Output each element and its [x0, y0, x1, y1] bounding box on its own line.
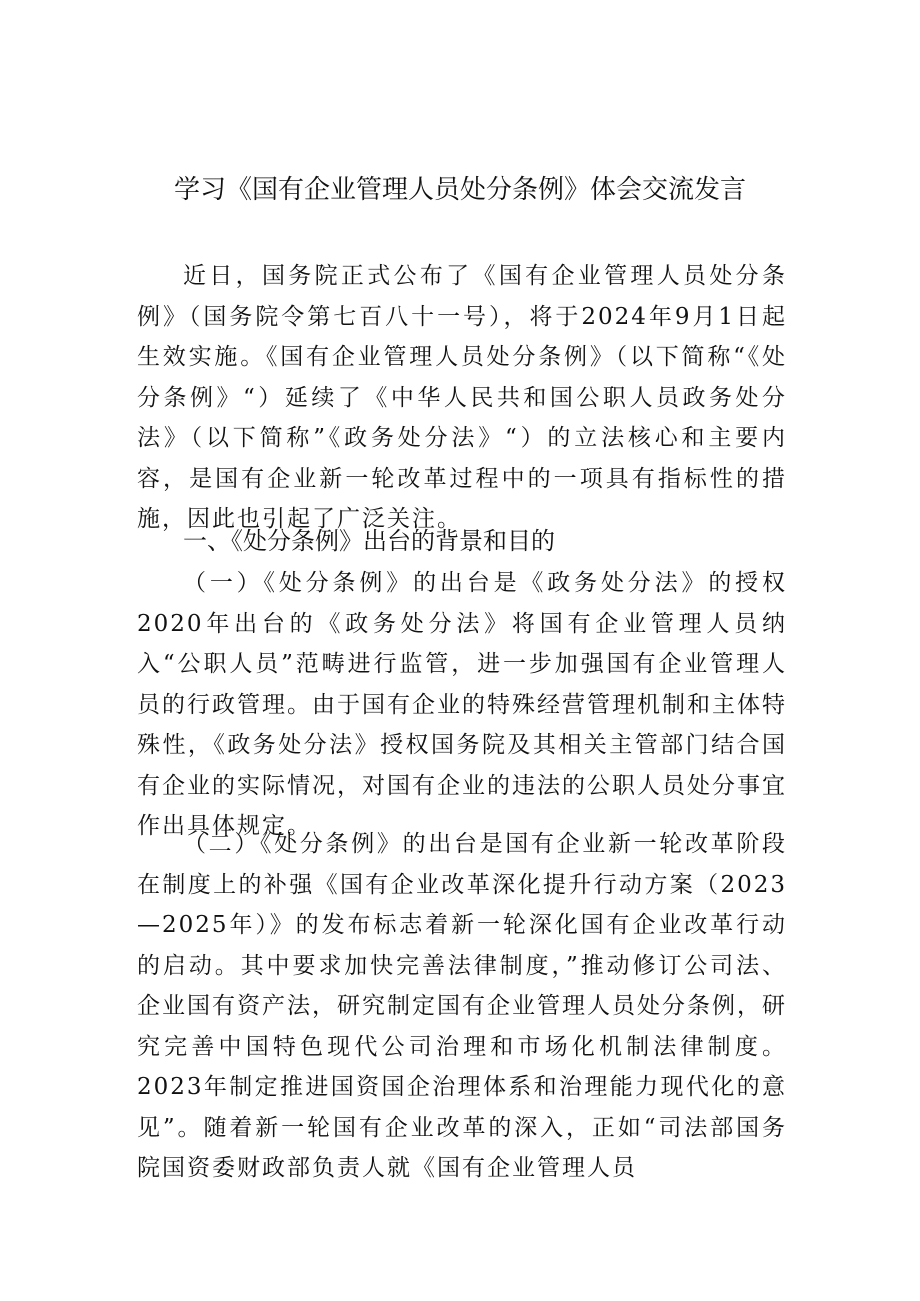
section-paragraph-1: （一）《处分条例》的出台是《政务处分法》的授权2020年出台的《政务处分法》将国有企业管理人员纳入“公职人员”范畴进行监管，进一步加强国有企业管理人员的行政管理。由于国有企业的特殊经营管理机制和主体特殊性，《政务处分法》授权国务院及其相关主管部门结合国有企业的实际情况，对国有企业的违法的公职人员处分事宜作出具体规定。	[137, 570, 787, 839]
section-paragraph-2: （二）《处分条例》的出台是国有企业新一轮改革阶段在制度上的补强《国有企业改革深化提升行动方案（2023—2025年）》的发布标志着新一轮深化国有企业改革行动的启动。其中要求加快完善法律制度，”推动修订公司法、企业国有资产法，研究制定国有企业管理人员处分条例，研究完善中国特色现代公司治理和市场化机制法律制度。2023年制定推进国资国企治理体系和治理能力现代化的意见”。随着新一轮国有企业改革的深入，正如“司法部国务院国资委财政部负责人就《国有企业管理人员	[137, 831, 787, 1181]
section-heading: 一、《处分条例》出台的背景和目的	[183, 527, 555, 555]
document-title: 学习《国有企业管理人员处分条例》体会交流发言	[173, 175, 746, 205]
intro-paragraph: 近日，国务院正式公布了《国有企业管理人员处分条例》（国务院令第七百八十一号），将于2024年9月1日起生效实施。《国有企业管理人员处分条例》（以下简称“《处分条例》“）延续了《中华人民共和国公职人员政务处分法》（以下简称”《政务处分法》“）的立法核心和主要内容，是国有企业新一轮改革过程中的一项具有指标性的措施，因此也引起了广泛关注。	[137, 263, 787, 532]
